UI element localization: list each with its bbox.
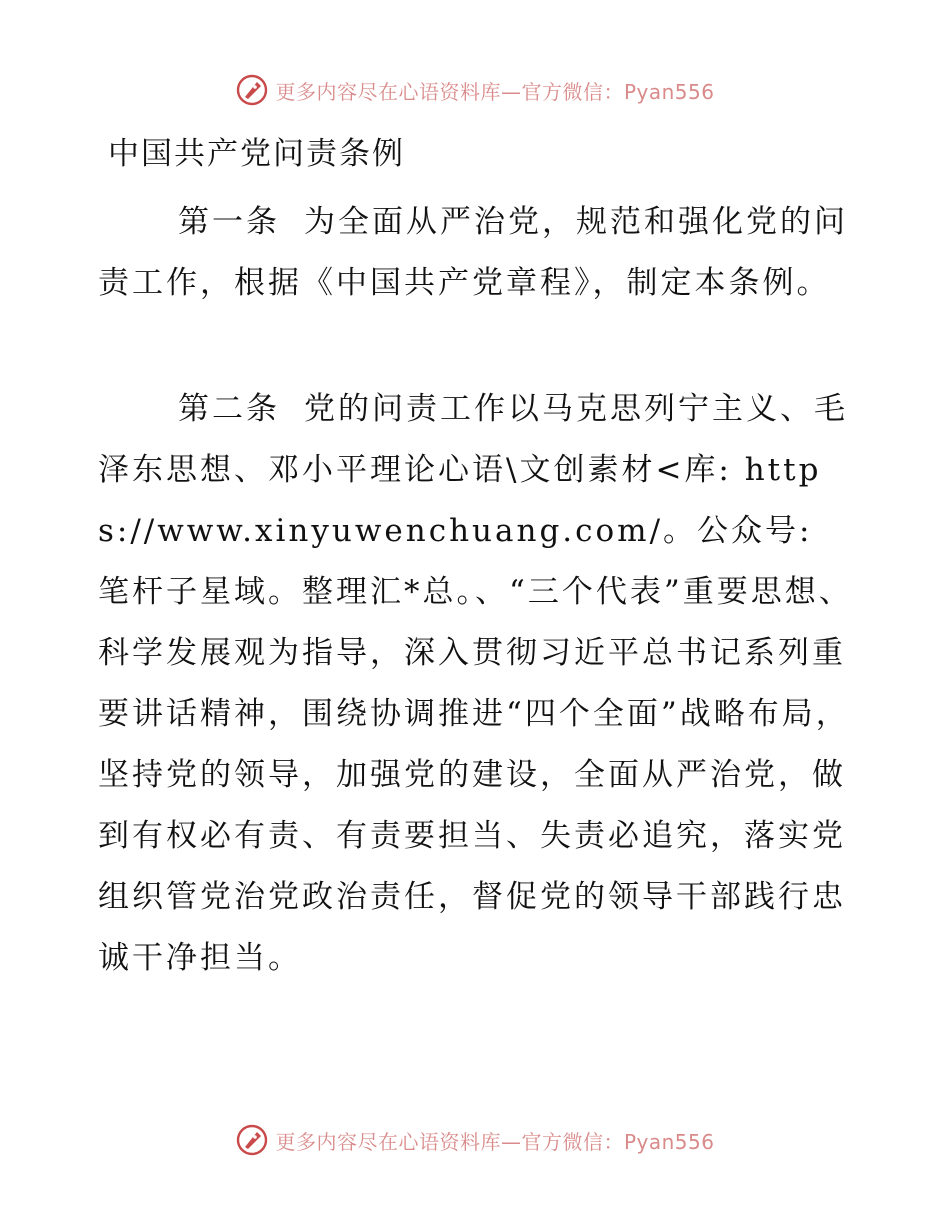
document-title: 中国共产党问责条例 [108, 136, 405, 172]
article-number: 第一条 [178, 204, 280, 240]
article-2 [98, 379, 858, 989]
pen-nib-logo-icon [235, 73, 269, 107]
pen-nib-logo-icon [235, 1123, 269, 1157]
article-text: 党的问责工作以马克思列宁主义、毛泽东思想、邓小平理论心语\文创素材<库: https://www.xinyuwenchuang.com/。公众号: 笔杆子星域。整理汇*总。、“三个代表”重要思想、科学发展观为指导，深入贯彻习近平总书记系列重要讲话精神，围绕协调推进“四个全面”战略布局，坚持党的领导，加强党的建设，全面从严治党，做到有权必有责、有责要担当、失责必追究，落实党组织管党治党政治责任，督促党的领导干部践行忠诚干净担当。 [98, 391, 853, 976]
article-1 [98, 192, 858, 314]
footer-watermark-banner [0, 1120, 950, 1160]
article-text: 为全面从严治党，规范和强化党的问责工作，根据《中国共产党章程》，制定本条例。 [98, 204, 848, 301]
watermark-text: 更多内容尽在心语资料库—官方微信：Pyan556 [275, 1129, 715, 1154]
article-number: 第二条 [178, 391, 280, 427]
watermark-text: 更多内容尽在心语资料库—官方微信：Pyan556 [275, 79, 715, 104]
header-watermark-banner [0, 70, 950, 110]
